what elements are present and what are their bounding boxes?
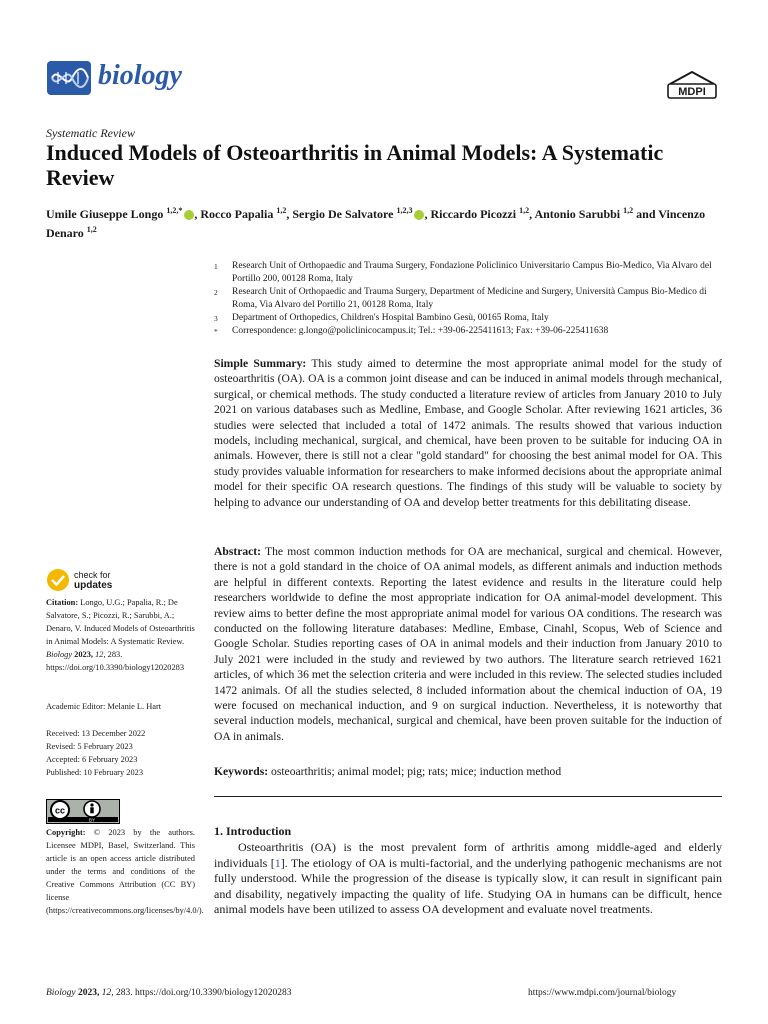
- author-affiliation-sup: 1,2: [276, 206, 287, 215]
- abstract-text: The most common induction methods for OA are mechanical, surgical and chemical. However, there is not a gold standard in the choice of OA animal models, as different animals and induction methods are helpful in different contexts. Reporting the latest evidence and results in the literature could help researchers worldwide to define the most appropriate indication for OA animal-model development. This review aims to better define the most appropriate animal model for various OA conditions. The research was conducted on the following literature databases: Medline, Embase, Cinahl, Scopus, Web of Science and Google Scholar. Studies reporting cases of OA in animal models and their induction from January 2010 to July 2021 were included in the study and reviewed by two authors. The literature search retrieved 1621 articles, of which 36 met the selection criteria and were included in this review. The selected studies included 1472 animals. Of all the studies selected, 8 included information about the chemical induction of OA, 19 were focused on mechanical induction, and 9 on surgical induction. Nevertheless, it is noteworthy that several induction models, mechanical, surgical and chemical, have been proven suitable for the induction of OA in animals.: [214, 545, 722, 743]
- date-published: Published: 10 February 2023: [46, 768, 144, 777]
- footer-year: 2023,: [77, 988, 100, 998]
- affiliation-text: Research Unit of Orthopaedic and Trauma Surgery, Fondazione Policlinico Universitario Campus Bio-Medico, Via Alvaro del Portillo 200, 00128 Roma, Italy: [232, 261, 712, 284]
- footer-doi-link[interactable]: 283. https://doi.org/10.3390/biology12020283: [115, 988, 292, 998]
- reference-link-1[interactable]: 1: [274, 855, 281, 870]
- intro-text-part1: Osteoarthritis (OA) is the most prevalent form of arthritis among middle-aged and elderly individuals [: [214, 840, 722, 870]
- simple-summary: [214, 356, 722, 510]
- citation-volume: 12,: [95, 650, 106, 659]
- affiliation-text: Research Unit of Orthopaedic and Trauma Surgery, Department of Medicine and Surgery, Università Campus Bio-Medico di Roma, Via Alvaro del Portillo 21, 00128 Roma, Italy: [232, 287, 707, 310]
- footer-journal-url[interactable]: https://www.mdpi.com/journal/biology: [528, 988, 677, 998]
- author-name[interactable]: Antonio Sarubbi: [534, 207, 621, 221]
- copyright-text: © 2023 by the authors. Licensee MDPI, Basel, Switzerland. This article is an open access article distributed under the terms and conditions of the Creative Commons Attribution (CC BY) license (https://creativecommons.org/licenses/by/4.0/).: [46, 828, 204, 915]
- section-heading-introduction: 1. Introduction: [214, 824, 292, 838]
- article-title: Induced Models of Osteoarthritis in Animal Models: A Systematic Review: [46, 140, 664, 190]
- footer-journal: Biology: [46, 988, 76, 998]
- section-divider: [214, 796, 722, 797]
- author-conjunction: and: [636, 207, 656, 221]
- abstract-label: Abstract:: [214, 545, 262, 558]
- citation-text: Longo, U.G.; Papalia, R.; De Salvatore, S.; Picozzi, R.; Sarubbi, A.; Denaro, V. Induced Models of Osteoarthritis in Animal Models: A Systematic Review.: [46, 598, 195, 646]
- biology-journal-logo-icon: [46, 60, 92, 96]
- copyright-label: Copyright:: [46, 828, 86, 837]
- svg-text:cc: cc: [54, 805, 66, 816]
- affiliation-text: Department of Orthopedics, Children's Hospital Bambino Gesù, 00165 Roma, Italy: [232, 313, 549, 323]
- orcid-icon[interactable]: [414, 210, 424, 220]
- copyright-notice: [46, 826, 204, 917]
- affiliation-item: [214, 325, 729, 338]
- footer-citation: [46, 988, 292, 998]
- keywords-label: Keywords:: [214, 765, 269, 778]
- simple-summary-text: This study aimed to determine the most appropriate animal model for the study of osteoarthritis (OA). OA is a common joint disease and can be induced in animal models through mechanical, surgical, or chemical methods. The study conducted a literature review of articles from January 2010 to July 2021 on various databases such as Medline, Embase, and Google Scholar. After reviewing 1621 articles, 36 studies were selected that included a total of 1472 animals. The results showed that various induction models, including mechanical, surgical, and chemical, have been proven to be suitable for inducing OA in animals. However, there is still not a clear "gold standard" for choosing the best animal model for OA. This study provides valuable information for researchers to make informed decisions about the appropriate animal model for their specific OA research questions. The findings of this study will be valuable to society by helping to advance our understanding of OA and develop better treatments for this debilitating disease.: [214, 357, 722, 509]
- author-name[interactable]: Rocco Papalia: [200, 207, 274, 221]
- article-type: Systematic Review: [46, 126, 135, 140]
- citation-label: Citation:: [46, 598, 79, 607]
- date-accepted: Accepted: 6 February 2023: [46, 755, 138, 764]
- check-for-updates-button[interactable]: [46, 568, 156, 592]
- author-affiliation-sup: 1,2: [86, 225, 97, 234]
- citation-block: [46, 596, 196, 674]
- author-name[interactable]: Sergio De Salvatore: [292, 207, 394, 221]
- introduction-text: [214, 840, 722, 918]
- journal-name: biology: [98, 60, 182, 91]
- author-affiliation-sup: 1,2,3: [396, 206, 413, 215]
- cc-by-license-icon[interactable]: [46, 799, 120, 824]
- affiliation-item: [214, 260, 729, 286]
- orcid-icon[interactable]: [184, 210, 194, 220]
- affiliation-number: *: [214, 327, 218, 336]
- citation-doi[interactable]: 283. https://doi.org/10.3390/biology12020283: [46, 650, 185, 672]
- affiliations: [214, 260, 729, 338]
- intro-text-part2: ]. The etiology of OA is multi-factorial, and the underlying pathogenic mechanisms are not fully understood. While the progression of the disease is typically slow, it can result in significant pain and disability, negatively impacting the quality of life. Studying OA in humans can be difficult, hence animal models have been utilized to assess OA development and evaluate novel treatments.: [214, 855, 722, 917]
- svg-text:BY: BY: [88, 817, 96, 823]
- affiliation-number: 3: [214, 314, 218, 323]
- author-name[interactable]: Umile Giuseppe Longo: [46, 207, 164, 221]
- affiliation-item: [214, 286, 729, 312]
- mdpi-logo-icon: [666, 70, 718, 100]
- author-affiliation-sup: 1,2: [623, 206, 634, 215]
- affiliation-number: 2: [214, 288, 218, 297]
- abstract: [214, 544, 722, 744]
- check-for-updates-label: [74, 570, 112, 591]
- affiliation-item: [214, 312, 729, 325]
- citation-year: 2023,: [74, 650, 93, 659]
- publication-dates: [46, 727, 196, 779]
- simple-summary-label: Simple Summary:: [214, 357, 307, 370]
- keywords: [214, 764, 722, 779]
- author-name[interactable]: Riccardo Picozzi: [430, 207, 517, 221]
- date-received: Received: 13 December 2022: [46, 729, 146, 738]
- affiliation-text: Correspondence: g.longo@policlinicocampus.it; Tel.: +39-06-225411613; Fax: +39-06-225411638: [232, 326, 609, 336]
- academic-editor: Academic Editor: Melanie L. Hart: [46, 702, 162, 711]
- check-for-updates-line1: check for: [74, 570, 111, 580]
- author-affiliation-sup: 1,2,*: [166, 206, 183, 215]
- footer-volume: 12,: [101, 988, 114, 998]
- check-for-updates-icon: [46, 568, 70, 592]
- affiliation-number: 1: [214, 262, 218, 271]
- date-revised: Revised: 5 February 2023: [46, 742, 133, 751]
- keywords-text: osteoarthritis; animal model; pig; rats; mice; induction method: [271, 765, 562, 778]
- check-for-updates-line2: updates: [74, 580, 113, 591]
- author-list: Umile Giuseppe Longo $^{1,2,*}$ , Rocco Papalia $^{1,2}$, Sergio De Salvatore $^{1,2,3}$ , Riccardo Picozzi $^{1,2}$, Antonio Sarubbi $^{1,2}$ and Vincenzo Denaro $^{1,2}$: [46, 206, 706, 240]
- mdpi-logo-text: MDPI: [678, 86, 706, 98]
- author-name[interactable]: Vincenzo Denaro: [46, 207, 706, 240]
- citation-journal: Biology: [46, 650, 73, 659]
- author-affiliation-sup: 1,2: [519, 206, 530, 215]
